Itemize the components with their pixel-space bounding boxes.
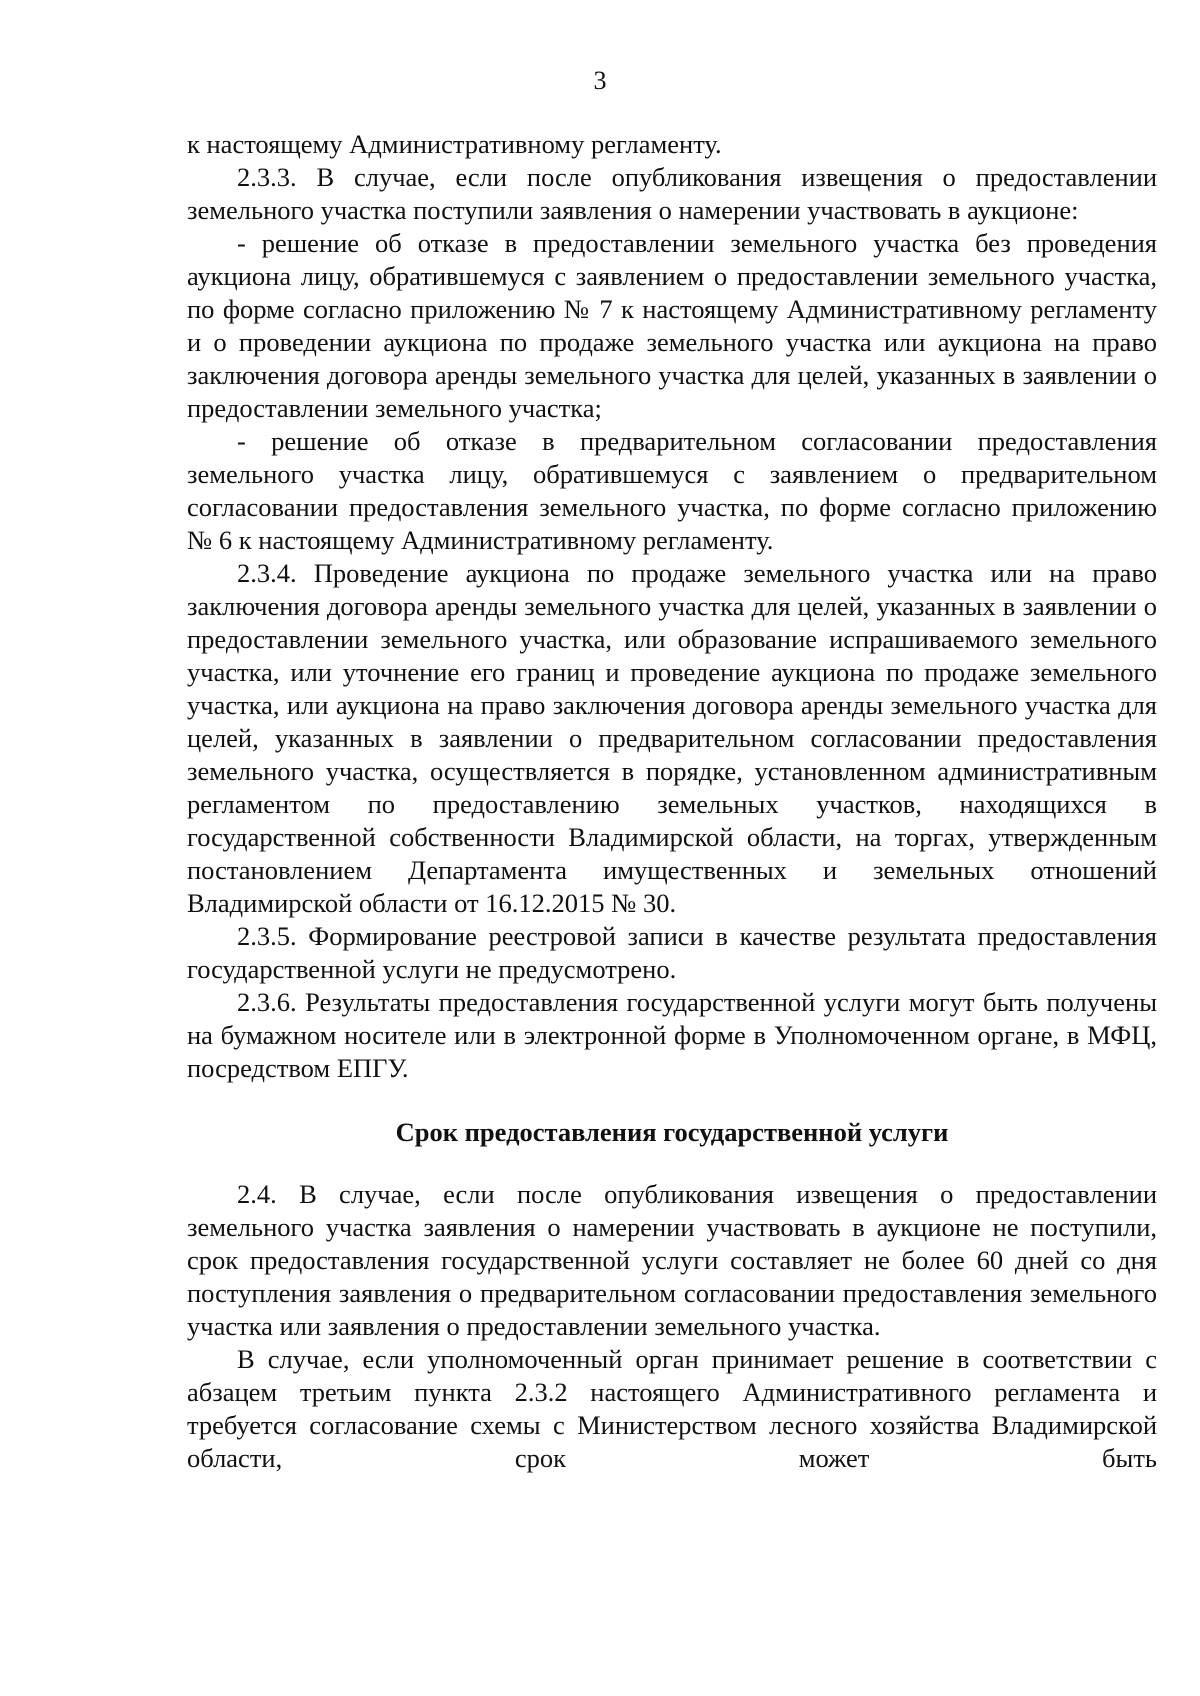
- paragraph-2-3-4: 2.3.4. Проведение аукциона по продаже земельного участка или на право заключения договора аренды земельного участка для целей, указанных в заявлении о предоставлении земельного участка, или образование испрашиваемого земельного участка, или уточнение его границ и проведение аукциона по продаже земельного участка, или аукциона на право заключения договора аренды земельного участка для целей, указанных в заявлении о предварительном согласовании предоставления земельного участка, осуществляется в порядке, установленном административным регламентом по предоставлению земельных участков, находящихся в государственной собственности Владимирской области, на торгах, утвержденным постановлением Департамента имущественных и земельных отношений Владимирской области от 16.12.2015 № 30.: [187, 558, 1157, 918]
- paragraph-decision-refusal-auction: - решение об отказе в предоставлении земельного участка без проведения аукциона лицу, обратившемуся с заявлением о предоставлении земельного участка, по форме согласно приложению № 7 к настоящему Административному регламенту и о проведении аукциона по продаже земельного участка или аукциона на право заключения договора аренды земельного участка для целей, указанных в заявлении о предоставлении земельного участка;: [187, 228, 1157, 423]
- paragraph-2-4: 2.4. В случае, если после опубликования извещения о предоставлении земельного участка заявления о намерении участвовать в аукционе не поступили, срок предоставления государственной услуги составляет не более 60 дней со дня поступления заявления о предварительном согласовании предоставления земельного участка или заявления о предоставлении земельного участка.: [187, 1179, 1157, 1341]
- paragraph-continuation: к настоящему Административному регламенту.: [187, 129, 722, 159]
- document-body: [187, 128, 1157, 1475]
- section-heading: Срок предоставления государственной услуги: [395, 1117, 949, 1147]
- paragraph-2-3-5: 2.3.5. Формирование реестровой записи в качестве результата предоставления государственной услуги не предусмотрено.: [187, 921, 1157, 984]
- paragraph-decision-refusal-preliminary: - решение об отказе в предварительном согласовании предоставления земельного участка лицу, обратившемуся с заявлением о предварительном согласовании предоставления земельного участка, по форме согласно приложению № 6 к настоящему Административному регламенту.: [187, 426, 1157, 555]
- paragraph-2-3-3: 2.3.3. В случае, если после опубликования извещения о предоставлении земельного участка поступили заявления о намерении участвовать в аукционе:: [187, 162, 1157, 225]
- paragraph-2-3-6: 2.3.6. Результаты предоставления государственной услуги могут быть получены на бумажном носителе или в электронной форме в Уполномоченном органе, в МФЦ, посредством ЕПГУ.: [187, 987, 1157, 1083]
- page-number: 3: [593, 66, 607, 95]
- paragraph-2-4-continued: В случае, если уполномоченный орган принимает решение в соответствии с абзацем третьим пункта 2.3.2 настоящего Административного регламента и требуется согласование схемы с Министерством лесного хозяйства Владимирской области, срок может быть: [187, 1344, 1157, 1473]
